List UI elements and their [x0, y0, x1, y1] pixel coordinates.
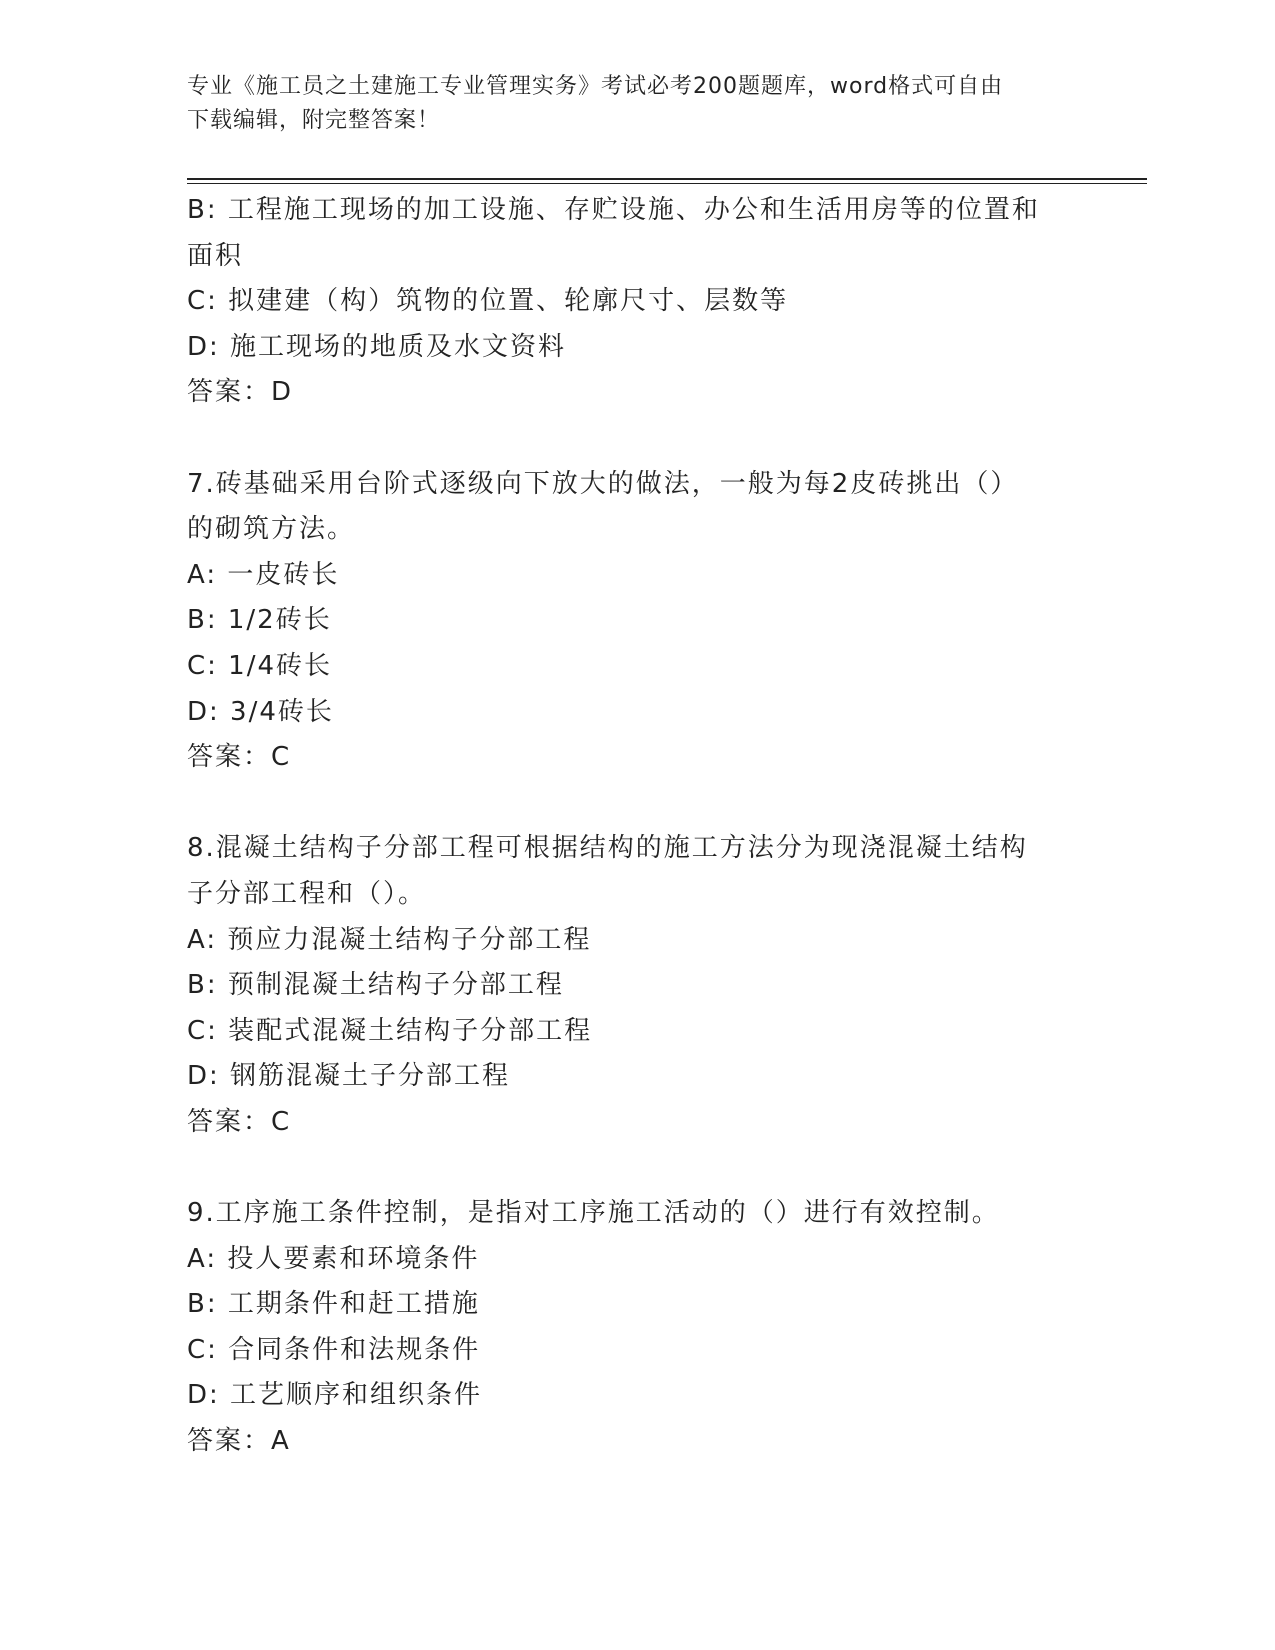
header-divider-bottom — [187, 183, 1147, 184]
option-c: C: 拟建建（构）筑物的位置、轮廓尺寸、层数等 — [187, 286, 789, 317]
option-b: B: 工程施工现场的加工设施、存贮设施、办公和生活用房等的位置和 — [187, 195, 1040, 225]
question-block-8 — [187, 826, 1087, 1145]
spacer — [187, 1145, 1087, 1191]
option-d: D: 3/4砖长 — [187, 696, 334, 727]
question-text-cont: 的砌筑方法。 — [187, 514, 356, 545]
question-block-9 — [187, 1191, 1087, 1465]
spacer — [187, 781, 1087, 827]
option-c: C: 装配式混凝土结构子分部工程 — [187, 1015, 593, 1046]
option-b: B: 工期条件和赶工措施 — [187, 1289, 480, 1320]
spacer — [187, 416, 1087, 462]
option-d: D: 钢筋混凝土子分部工程 — [187, 1061, 511, 1092]
question-block-6 — [187, 188, 1087, 416]
header-line-2: 下载编辑，附完整答案！ — [187, 108, 441, 133]
option-b: B: 1/2砖长 — [187, 605, 332, 636]
question-text-cont: 子分部工程和（）。 — [187, 878, 427, 909]
header-divider-top — [187, 178, 1147, 180]
answer: 答案：C — [187, 1106, 292, 1137]
question-block-7 — [187, 462, 1087, 781]
option-a: A: 一皮砖长 — [187, 559, 340, 590]
option-d: D: 施工现场的地质及水文资料 — [187, 331, 567, 362]
option-c: C: 1/4砖长 — [187, 650, 333, 681]
answer: 答案：A — [187, 1426, 291, 1457]
option-d: D: 工艺顺序和组织条件 — [187, 1380, 483, 1411]
document-header — [187, 70, 1087, 138]
question-list — [187, 188, 1087, 1465]
option-b: B: 预制混凝土结构子分部工程 — [187, 970, 564, 1001]
option-b-cont: 面积 — [187, 240, 244, 271]
answer: 答案：D — [187, 377, 294, 408]
question-text: 8.混凝土结构子分部工程可根据结构的施工方法分为现浇混凝土结构 — [187, 833, 1028, 864]
question-text: 9.工序施工条件控制，是指对工序施工活动的（）进行有效控制。 — [187, 1198, 1000, 1229]
option-c: C: 合同条件和法规条件 — [187, 1334, 481, 1365]
option-a: A: 预应力混凝土结构子分部工程 — [187, 924, 592, 955]
answer: 答案：C — [187, 742, 292, 773]
question-text: 7.砖基础采用台阶式逐级向下放大的做法，一般为每2皮砖挑出（） — [187, 468, 1019, 499]
option-a: A: 投人要素和环境条件 — [187, 1243, 480, 1274]
header-line-1: 专业《施工员之土建施工专业管理实务》考试必考200题题库，word格式可自由 — [187, 74, 1004, 99]
